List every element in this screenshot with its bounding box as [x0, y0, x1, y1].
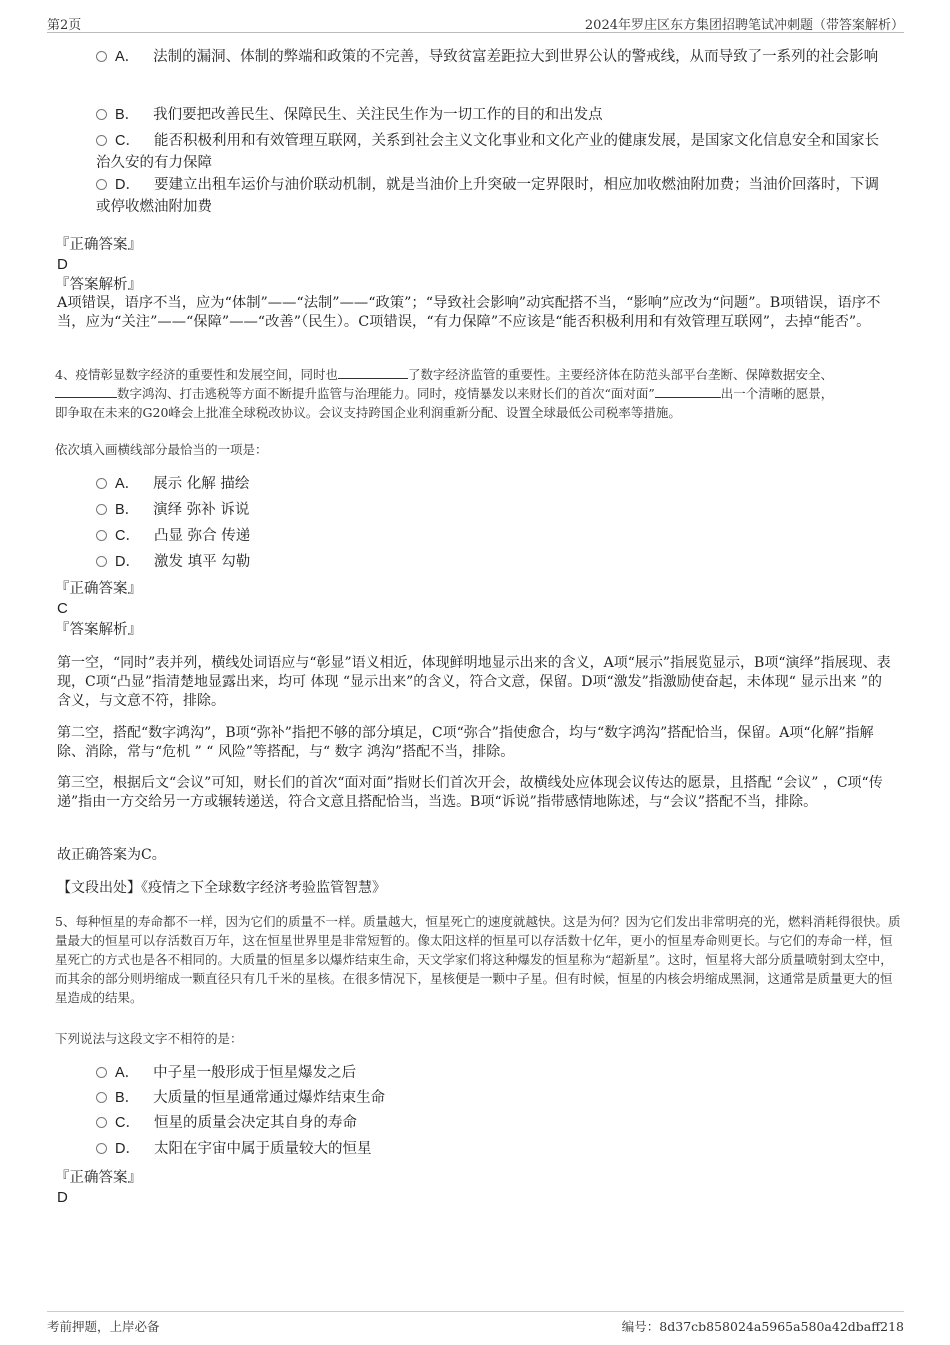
q4-option-b[interactable]: B． 演绎 弥补 诉说 [96, 499, 892, 521]
radio-icon[interactable] [96, 135, 107, 146]
blank-1 [338, 365, 408, 379]
radio-icon[interactable] [96, 504, 107, 515]
q4-option-c[interactable]: C． 凸显 弥合 传递 [96, 525, 892, 547]
q3-option-a[interactable]: A． 法制的漏洞、体制的弊端和政策的不完善，导致贫富差距拉大到世界公认的警戒线，从而导致了一系列的社会影响 [96, 46, 892, 68]
q5-option-a[interactable]: A． 中子星一般形成于恒星爆发之后 [96, 1062, 892, 1084]
blank-2 [55, 384, 117, 398]
radio-icon[interactable] [96, 1067, 107, 1078]
radio-icon[interactable] [96, 1092, 107, 1103]
q4-analysis-label: 『答案解析』 [55, 622, 142, 638]
radio-icon[interactable] [96, 530, 107, 541]
radio-icon[interactable] [96, 478, 107, 489]
q4-analysis-p1: 第一空，“同时”表并列，横线处词语应与“彰显”语义相近，体现鲜明地显示出来的含义，A项“展示”指展览显示，B项“演绎”指展现、表现，C项“凸显”指清楚地显露出来，均可 体现 “显示出来”的含义，符合文意，保留。D项“激发”指激励使奋起，未体现“ 显示出来 ”的含义，与文意不符，排除。 [57, 655, 891, 709]
document-id: 编号：8d37cb858024a5965a580a42dbaff218 [621, 1319, 904, 1334]
q4-answer: C [57, 600, 68, 617]
q3-answer: D [57, 256, 68, 273]
radio-icon[interactable] [96, 556, 107, 567]
q4-answer-label: 『正确答案』 [55, 581, 142, 597]
q4-source: 【文段出处】《疫情之下全球数字经济考验监管智慧》 [57, 880, 386, 896]
blank-3 [655, 384, 721, 398]
q5-answer-label: 『正确答案』 [55, 1170, 142, 1186]
q3-option-b[interactable]: B． 我们要把改善民生、保障民生、关注民生作为一切工作的目的和出发点 [96, 104, 892, 126]
q4-prompt: 依次填入画横线部分最恰当的一项是： [55, 442, 268, 457]
q5-stem: 5、每种恒星的寿命都不一样，因为它们的质量不一样。质量越大，恒星死亡的速度就越快。这是为何？因为它们发出非常明亮的光，燃料消耗得很快。质量最大的恒星可以存活数百万年，这在恒星世界里是非常短暂的。像太阳这样的恒星可以存活数十亿年，更小的恒星寿命则更长。与它们的寿命一样，恒星死亡的方式也是各不相同的。大质量的恒星多以爆炸结束生命，天文学家们将这种爆发的恒星称为“超新星”。这时，恒星将大部分质量喷射到太空中，而其余的部分则坍缩成一颗直径只有几千米的星核。在很多情况下，星核便是一颗中子星。但有时候，恒星的内核会坍缩成黑洞，这通常是质量更大的恒星造成的结果。 [55, 914, 901, 1005]
q4-stem: 4、疫情彰显数字经济的重要性和发展空间，同时也 了数字经济监管的重要性。主要经济体在防范头部平台垄断、保障数据安全、 数字鸿沟、打击逃税等方面不断提升监管与治理能力。同时，疫情暴发以来财长们的首次“面对面” 出一个清晰的愿景， 即争取在未来的G20峰会上批准全球税改协议。会议支持跨国企业利润重新分配、设置全球最低公司税率等措施。 [55, 367, 834, 420]
q4-option-d[interactable]: D． 激发 填平 勾勒 [96, 551, 892, 573]
q4-analysis-p2: 第二空，搭配“数字鸿沟”，B项“弥补”指把不够的部分填足，C项“弥合”指使愈合，均与“数字鸿沟”搭配恰当，保留。A项“化解”指解除、消除，常与“危机 ” “ 风险”等搭配，与“ 数字 鸿沟”搭配不当，排除。 [57, 725, 874, 760]
q5-option-d[interactable]: D． 太阳在宇宙中属于质量较大的恒星 [96, 1138, 892, 1160]
radio-icon[interactable] [96, 109, 107, 120]
page-footer [47, 1311, 904, 1336]
radio-icon[interactable] [96, 1143, 107, 1154]
q3-option-c[interactable]: C． 能否积极利用和有效管理互联网，关系到社会主义文化事业和文化产业的健康发展，是国家文化信息安全和国家长治久安的有力保障 [96, 133, 879, 171]
radio-icon[interactable] [96, 51, 107, 62]
q3-analysis-label: 『答案解析』 [55, 277, 142, 293]
q5-option-c[interactable]: C． 恒星的质量会决定其自身的寿命 [96, 1112, 892, 1134]
radio-icon[interactable] [96, 179, 107, 190]
page-header [47, 14, 904, 33]
q5-prompt: 下列说法与这段文字不相符的是： [55, 1031, 243, 1046]
q4-conclusion: 故正确答案为C。 [57, 847, 166, 863]
q4-analysis-p3: 第三空，根据后文“会议”可知，财长们的首次“面对面”指财长们首次开会，故横线处应体现会议传达的愿景，且搭配 “会议” ，C项“传递”指由一方交给另一方或辗转递送，符合文意且搭配恰当，当选。B项“诉说”指带感情地陈述，与“会议”搭配不当，排除。 [57, 775, 883, 810]
q3-option-d[interactable]: D． 要建立出租车运价与油价联动机制，就是当油价上升突破一定界限时，相应加收燃油附加费；当油价回落时，下调或停收燃油附加费 [96, 177, 879, 215]
document-title: 2024年罗庄区东方集团招聘笔试冲刺题（带答案解析） [584, 18, 904, 33]
q5-answer: D [57, 1189, 68, 1206]
page-number: 第2页 [47, 18, 82, 33]
q3-analysis: A项错误，语序不当，应为“体制”——“法制”——“政策”；“导致社会影响”动宾配搭不当，“影响”应改为“问题”。B项错误，语序不当，应为“关注”——“保障”——“改善”（民生）。C项错误，“有力保障”不应该是“能否积极利用和有效管理互联网”，去掉“能否”。 [57, 295, 881, 330]
radio-icon[interactable] [96, 1117, 107, 1128]
q3-answer-label: 『正确答案』 [55, 237, 142, 253]
footer-slogan: 考前押题，上岸必备 [47, 1319, 160, 1334]
q5-option-b[interactable]: B． 大质量的恒星通常通过爆炸结束生命 [96, 1087, 892, 1109]
q4-option-a[interactable]: A． 展示 化解 描绘 [96, 473, 892, 495]
